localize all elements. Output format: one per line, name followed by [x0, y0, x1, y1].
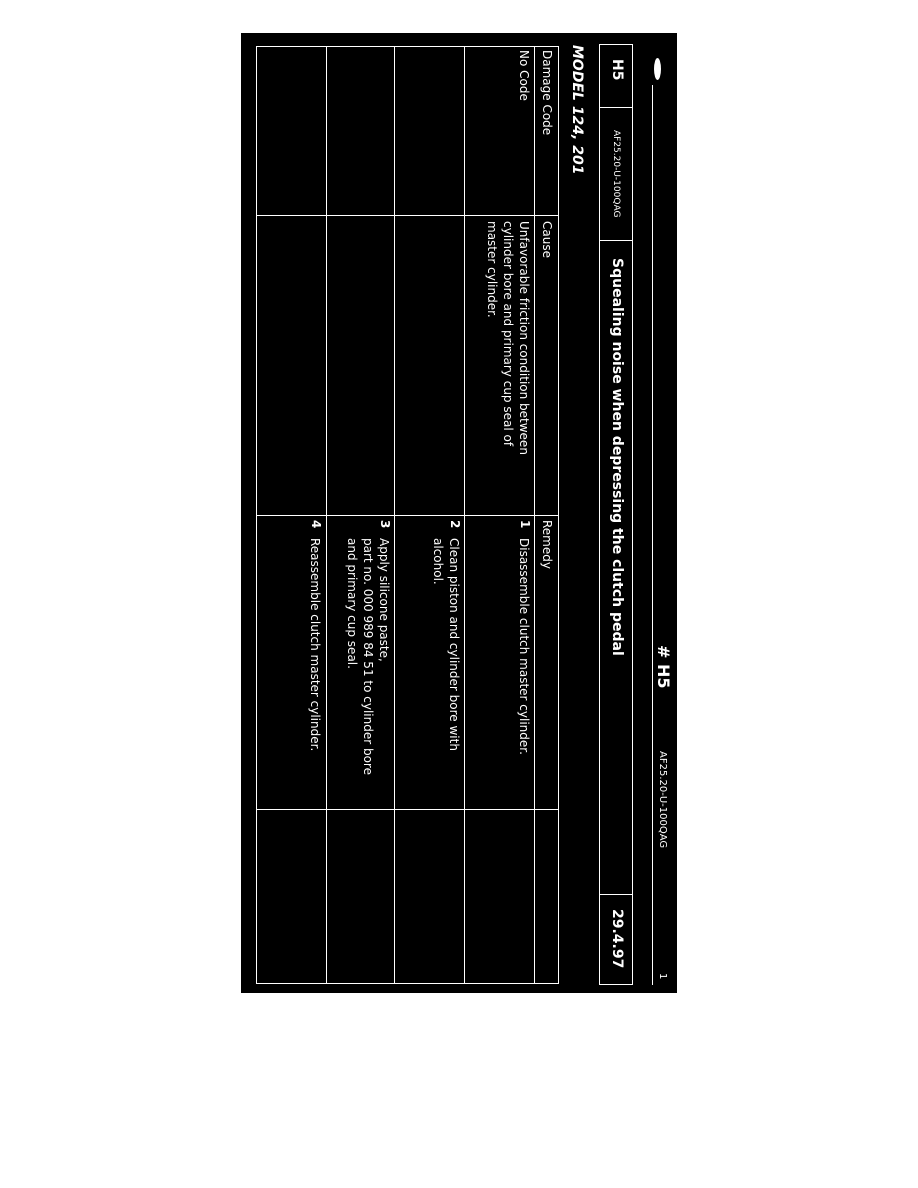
cause-line: cylinder bore and primary cup seal of: [501, 221, 515, 447]
remedy-step-text: Disassemble clutch master cylinder.: [517, 538, 531, 755]
cause-line: Unfavorable friction condition between: [517, 221, 531, 455]
doc-number: # H5: [654, 645, 673, 689]
rotated-document: [241, 33, 677, 993]
header-damage-code: Damage Code: [540, 50, 554, 136]
header-remedy: Remedy: [540, 520, 554, 569]
remedy-step-text: Reassemble clutch master cylinder.: [308, 538, 322, 752]
remedy-step-text: part no. 000 989 84 51 to cylinder bore: [361, 538, 375, 775]
doc-code: AF25.20-U-100QAG: [657, 751, 668, 849]
date-box: 29.4.97: [609, 909, 625, 969]
remedy-step-text: Clean piston and cylinder bore with: [447, 538, 461, 751]
remedy-step-number: 1: [518, 520, 532, 529]
diagnosis-table: [256, 46, 559, 984]
header-rule: [652, 85, 653, 985]
remedy-step-text: and primary cup seal.: [345, 538, 359, 669]
remedy-step-number: 2: [448, 520, 462, 529]
damage-code-value: No Code: [517, 50, 531, 101]
remedy-step-text: Apply silicone paste,: [377, 538, 391, 662]
title-divider: [600, 240, 632, 241]
document-title: Squealing noise when depressing the clutch pedal: [609, 258, 625, 656]
page-number: 1: [657, 973, 668, 980]
table-column-rule: [256, 809, 559, 810]
table-border: [256, 46, 559, 47]
title-box: [599, 44, 633, 985]
title-divider: [600, 894, 632, 895]
table-column-rule: [256, 215, 559, 216]
subcode-box: AF25.20-U-100QAG: [611, 130, 621, 218]
title-divider: [600, 107, 632, 108]
table-column-rule: [256, 515, 559, 516]
cause-line: master cylinder.: [485, 221, 499, 318]
code-box: H5: [609, 59, 625, 81]
table-border: [256, 983, 559, 984]
remedy-step-number: 4: [309, 520, 323, 529]
remedy-step-text: alcohol.: [431, 538, 445, 585]
model-heading: MODEL 124, 201: [569, 45, 585, 175]
header-cause: Cause: [540, 221, 554, 258]
remedy-step-number: 3: [378, 520, 392, 529]
scanned-page: [241, 33, 677, 993]
ford-logo: [654, 58, 661, 80]
